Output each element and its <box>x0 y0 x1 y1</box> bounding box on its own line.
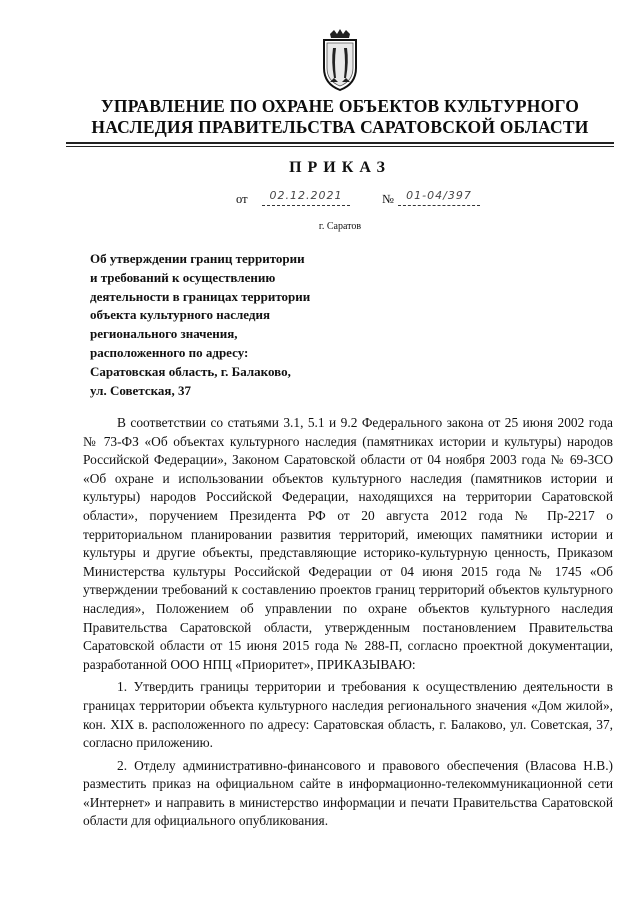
subject-line: и требований к осуществлению <box>90 269 276 285</box>
order-subject <box>90 250 400 400</box>
handwritten-date: 02.12.2021 <box>262 187 350 206</box>
header-divider-thin <box>66 146 614 147</box>
city-label: г. Саратов <box>318 221 362 232</box>
header-divider <box>66 142 614 144</box>
body-paragraph-item-2: 2. Отделу административно-финансового и правового обеспечения (Власова Н.В.) разместить приказ на официальном сайте в информационно-телекоммуникационной сети «Интернет» и направить в министерство информации и печати Правительства Саратовской области для официального опубликования. <box>83 757 613 829</box>
body-paragraph-item-1: 1. Утвердить границы территории и требования к осуществлению деятельности в границах территории объекта культурного наследия регионального значения «Дом жилой», кон. XIX в. расположенного по адресу: Саратовская область, г. Балаково, ул. Советская, 37, согласно приложению. <box>83 679 613 751</box>
number-prefix: № <box>382 192 394 206</box>
body-paragraph-preamble: В соответствии со статьями 3.1, 5.1 и 9.2 Федерального закона от 25 июня 2002 года № 73-ФЗ «Об объектах культурного наследия (памятниках истории и культуры) народов Российской Федерации», Законом Саратовской области от 04 ноября 2003 года № 69-ЗСО «Об охране и использовании объектов культурного наследия (памятников истории и культуры) народов Российской Федерации, находящихся на территории Саратовской области», поручением Президента РФ от 20 августа 2012 года № Пр-2217 о территориальном планировании развития территорий, имеющих памятники истории и культуры и другие объекты, представляющие историко-культурную ценность, Приказом Министерства культуры Российской Федерации от 04 июня 2015 года № 1745 «Об утверждении требований к составлению проектов границ территорий объектов культурного наследия», Положением об управлении по охране объектов культурного наследия Правительства Саратовской области, утвержденным постановлением Правительства Саратовской области от 15 июня 2015 года № 288-П, согласно проектной документации, разработанной ООО НПЦ «Приоритет», ПРИКАЗЫВАЮ: <box>83 415 613 672</box>
subject-line: объекта культурного наследия <box>90 307 270 323</box>
organization-name-line-1: УПРАВЛЕНИЕ ПО ОХРАНЕ ОБЪЕКТОВ КУЛЬТУРНОГО <box>100 96 580 116</box>
subject-line: Саратовская область, г. Балаково, <box>90 363 291 379</box>
subject-line: регионального значения, <box>90 326 238 342</box>
subject-line: ул. Советская, 37 <box>90 382 191 398</box>
subject-line: деятельности в границах территории <box>90 288 311 304</box>
order-body <box>83 414 613 835</box>
subject-line: расположенного по адресу: <box>90 344 249 360</box>
saratov-coat-of-arms-icon <box>318 28 362 92</box>
document-type-title: ПРИКАЗ <box>289 159 391 176</box>
handwritten-number: 01-04/397 <box>398 187 480 206</box>
subject-line: Об утверждении границ территории <box>90 251 305 266</box>
date-prefix: от <box>236 192 248 206</box>
organization-name-line-2: НАСЛЕДИЯ ПРАВИТЕЛЬСТВА САРАТОВСКОЙ ОБЛАСТИ <box>91 117 589 137</box>
date-number-line <box>60 190 620 210</box>
